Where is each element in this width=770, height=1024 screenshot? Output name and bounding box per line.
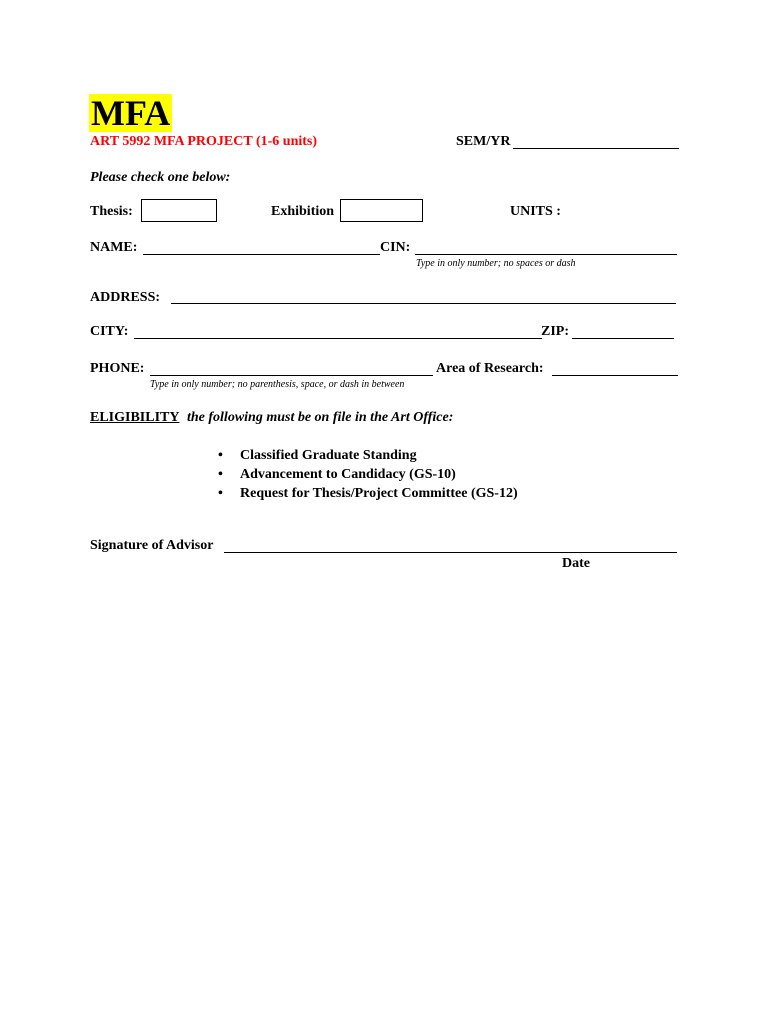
semyr-label: SEM/YR [456,134,511,149]
list-item [218,484,518,503]
address-label: ADDRESS: [90,290,161,305]
cin-hint: Type in only number; no spaces or dash [416,258,576,269]
instructions: Please check one below: [90,170,231,185]
list-item [218,446,518,465]
eligibility-item: Classified Graduate Standing [240,448,417,463]
eligibility-subheading: the following must be on file in the Art Office: [186,410,454,425]
signature-label: Signature of Advisor [90,538,214,553]
cin-label: CIN: [380,240,411,255]
city-label: CITY: [90,324,129,339]
exhibition-label: Exhibition [271,204,335,219]
thesis-label: Thesis: [90,204,133,219]
eligibility-heading-row [90,410,453,426]
phone-hint: Type in only number; no parenthesis, space, or dash in between [150,379,405,390]
eligibility-item: Request for Thesis/Project Committee (GS-12) [240,486,518,501]
course-title: ART 5992 MFA PROJECT (1-6 units) [90,134,318,149]
zip-label: ZIP: [541,324,569,339]
date-label: Date [562,556,590,571]
exhibition-checkbox[interactable] [340,199,423,222]
name-label: NAME: [90,240,138,255]
bullet-icon: • [218,486,223,501]
units-label: UNITS : [510,204,561,219]
eligibility-heading: ELIGIBILITY [90,410,180,425]
eligibility-list [218,446,518,503]
city-field[interactable] [134,338,542,339]
signature-field[interactable] [224,552,677,553]
bullet-icon: • [218,467,223,482]
area-of-research-field[interactable] [552,375,678,376]
semyr-field[interactable] [513,148,679,149]
area-of-research-label: Area of Research: [436,361,544,376]
name-field[interactable] [143,254,380,255]
phone-label: PHONE: [90,361,145,376]
form-title: MFA [91,93,171,133]
eligibility-item: Advancement to Candidacy (GS-10) [240,467,456,482]
phone-field[interactable] [150,375,433,376]
bullet-icon: • [218,448,223,463]
cin-field[interactable] [415,254,677,255]
list-item [218,465,518,484]
address-field[interactable] [171,303,676,304]
zip-field[interactable] [572,338,674,339]
thesis-checkbox[interactable] [141,199,217,222]
